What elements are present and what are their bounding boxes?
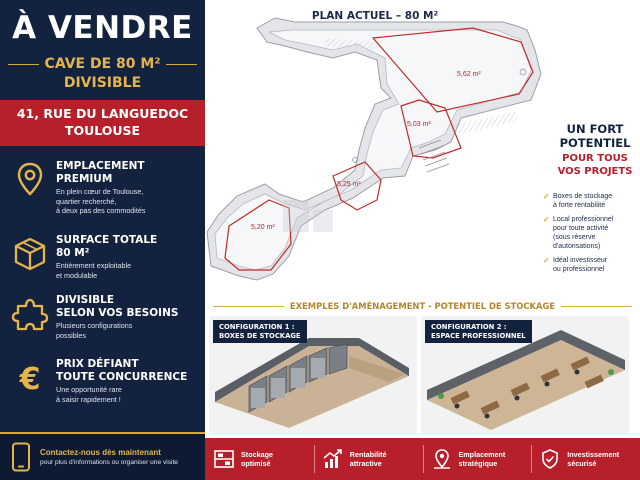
benefit-label: Stockage	[241, 450, 273, 459]
address-line1: 41, RUE DU LANGUEDOC	[16, 106, 189, 121]
config-label-line2: ESPACE PROFESSIONNEL	[431, 331, 526, 340]
room-label-2: 5,03 m²	[407, 121, 431, 128]
benefit-location	[423, 438, 532, 480]
list-item-text: ou professionnel	[553, 266, 605, 273]
subtitle-row	[8, 56, 197, 72]
list-item	[543, 256, 638, 274]
list-item	[543, 215, 638, 251]
page-title: À VENDRE	[12, 10, 193, 46]
list-item-text: Idéal investisseur	[553, 257, 608, 264]
divider	[561, 306, 632, 307]
location-pin-icon	[10, 160, 50, 200]
benefit-label: Rentabilité	[349, 450, 387, 459]
benefit-label: Emplacement	[458, 450, 506, 459]
feature-desc: à saisir rapidement !	[56, 394, 121, 404]
feature-desc: Une opportunité rare	[56, 385, 122, 394]
benefit-investment	[531, 438, 640, 480]
map-pin-icon	[431, 448, 453, 470]
potential-title-line2: POTENTIEL	[559, 136, 631, 150]
room-label-3: 5,25 m²	[337, 181, 361, 188]
config-storage-image	[209, 316, 417, 434]
potential-title-line1: UN FORT	[566, 122, 624, 136]
divider	[8, 64, 39, 65]
box-icon	[10, 234, 50, 274]
euro-icon	[10, 358, 50, 398]
feature-desc: possibles	[56, 330, 86, 340]
address-line2: TOULOUSE	[64, 123, 141, 138]
feature-desc: En plein cœur de Toulouse,	[56, 187, 144, 196]
benefit-profitability	[314, 438, 423, 480]
potential-subtitle-line1: POUR TOUS	[562, 153, 628, 164]
growth-chart-icon	[322, 448, 344, 470]
config-label	[213, 320, 307, 343]
config-office-image	[421, 316, 629, 434]
check-icon: ✓	[543, 192, 550, 201]
potential-subtitle	[550, 153, 640, 178]
list-item-text: d'autorisations)	[553, 243, 601, 250]
contact-line1: Contactez-nous dès maintenant	[40, 448, 161, 457]
feature-desc: Plusieurs configurations	[56, 321, 133, 330]
benefit-storage	[205, 438, 314, 480]
feature-title: 80 M²	[56, 246, 90, 259]
potential-subtitle-line2: VOS PROJETS	[557, 165, 633, 177]
config-label	[425, 320, 532, 343]
check-icon: ✓	[543, 215, 550, 224]
feature-desc: à deux pas des commodités	[56, 206, 146, 215]
feature-title: PRIX DÉFIANT	[56, 358, 139, 370]
feature-title: SURFACE TOTALE	[56, 234, 158, 246]
config-label-line2: BOXES DE STOCKAGE	[219, 331, 301, 340]
examples-heading	[205, 301, 640, 311]
benefit-label: optimisé	[241, 459, 271, 468]
feature-price	[10, 358, 202, 404]
feature-desc: et modulable	[56, 270, 98, 280]
storage-icon	[213, 448, 235, 470]
address-band	[0, 100, 205, 146]
check-icon: ✓	[543, 256, 550, 265]
svg-text:€: €	[19, 362, 41, 397]
feature-surface	[10, 234, 202, 280]
shield-check-icon	[539, 448, 561, 470]
config-label-line1: CONFIGURATION 2 :	[431, 323, 507, 331]
phone-icon	[10, 442, 32, 472]
subtitle: CAVE DE 80 M²	[44, 56, 161, 72]
divider	[166, 64, 197, 65]
subtitle-divisible: DIVISIBLE	[63, 75, 142, 91]
feature-desc: Entièrement exploitable	[56, 261, 132, 270]
list-item-text: à forte rentabilité	[553, 202, 606, 209]
potential-title	[550, 122, 640, 150]
contact-line2: pour plus d'informations ou organiser une visite	[40, 459, 178, 466]
divider	[213, 306, 284, 307]
feature-title: DIVISIBLE	[56, 294, 114, 306]
feature-location	[10, 160, 202, 216]
feature-title: SELON VOS BESOINS	[56, 306, 179, 319]
contact-banner[interactable]	[0, 432, 205, 480]
benefit-label: Investissement	[567, 450, 620, 459]
examples-title: EXEMPLES D'AMÉNAGEMENT - POTENTIEL DE STOCKAGE	[289, 301, 556, 311]
room-label-4: 5,20 m²	[251, 224, 275, 231]
potential-list	[543, 192, 638, 279]
list-item-text: Local professionnel	[553, 216, 614, 223]
feature-title: TOUTE CONCURRENCE	[56, 370, 188, 383]
room-label-1: 5,62 m²	[457, 71, 481, 78]
feature-title: PREMIUM	[56, 172, 113, 185]
feature-divisible	[10, 294, 202, 340]
feature-desc: quartier recherché,	[56, 196, 117, 206]
plan-title: PLAN ACTUEL – 80 M²	[311, 10, 439, 22]
floor-plan	[205, 0, 550, 300]
list-item-text: Boxes de stockage	[553, 193, 613, 200]
benefits-bar	[205, 438, 640, 480]
benefit-label: attractive	[349, 459, 382, 468]
list-item-text: pour toute activité	[553, 225, 609, 232]
list-item-text: (sous réserve	[553, 234, 596, 241]
list-item	[543, 192, 638, 210]
benefit-label: stratégique	[458, 459, 498, 468]
plan-floor	[215, 30, 531, 270]
benefit-label: sécurisé	[567, 459, 597, 468]
config-label-line1: CONFIGURATION 1 :	[219, 323, 295, 331]
puzzle-icon	[10, 294, 50, 334]
left-panel	[0, 0, 205, 480]
feature-title: EMPLACEMENT	[56, 160, 145, 172]
